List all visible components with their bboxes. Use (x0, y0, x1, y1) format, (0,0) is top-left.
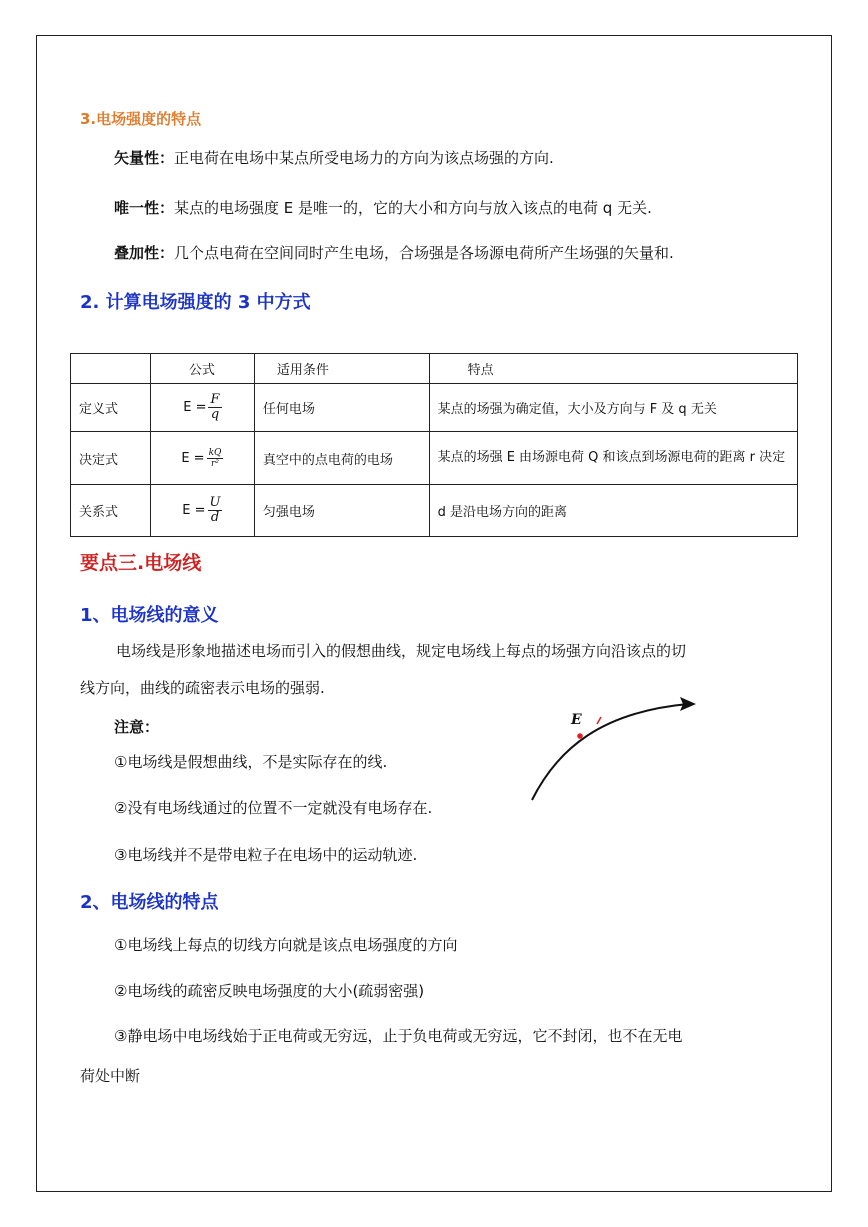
fraction-denominator: q (210, 407, 220, 422)
header-cell: 特点 (429, 354, 797, 384)
feature-label: 矢量性： (114, 149, 175, 167)
formula-fraction (208, 393, 221, 422)
row-name: 关系式 (71, 485, 151, 537)
feature-cell: d 是沿电场方向的距离 (429, 485, 797, 537)
subheading-meaning: 1、电场线的意义 (80, 605, 219, 626)
feature-superposition (114, 244, 674, 262)
meaning-line-2: 线方向，曲线的疏密表示电场的强弱. (80, 679, 325, 697)
table-row (71, 432, 798, 485)
feature-label: 叠加性： (114, 244, 175, 262)
section-heading-field-lines: 要点三.电场线 (80, 552, 202, 574)
tangent-marker (597, 717, 601, 724)
field-point-marker (577, 733, 583, 739)
note-item: ③电场线并不是带电粒子在电场中的运动轨迹. (114, 846, 418, 864)
field-line-curve (532, 704, 688, 800)
meaning-line-1: 电场线是形象地描述电场而引入的假想曲线，规定电场线上每点的场强方向沿该点的切 (116, 642, 687, 660)
note-item: ②没有电场线通过的位置不一定就没有电场存在. (114, 799, 433, 817)
fraction-denominator: r² (211, 458, 219, 469)
header-cell (71, 354, 151, 384)
feature-item: ①电场线上每点的切线方向就是该点电场强度的方向 (114, 936, 458, 954)
formula-lhs: E = (182, 503, 206, 518)
condition-cell: 真空中的点电荷的电场 (254, 432, 429, 485)
formula-fraction (208, 496, 223, 525)
formula-cell (150, 485, 254, 537)
feature-item-3-line-1: ③静电场中电场线始于正电荷或无穷远，止于负电荷或无穷远，它不封闭，也不在无电 (114, 1027, 683, 1045)
calc-table (70, 353, 798, 537)
note-label: 注意： (114, 718, 160, 736)
feature-item-3-line-2: 荷处中断 (80, 1067, 141, 1085)
formula-fraction (207, 448, 224, 469)
fraction-numerator: kQ (208, 447, 222, 458)
formula-cell (150, 384, 254, 432)
formula-lhs: E = (183, 400, 207, 415)
subheading-features: 2、电场线的特点 (80, 892, 219, 913)
feature-text: 某点的电场强度 E 是唯一的，它的大小和方向与放入该点的电荷 q 无关. (174, 199, 652, 217)
fraction-numerator: U (209, 495, 221, 510)
row-name: 决定式 (71, 432, 151, 485)
table-row (71, 485, 798, 537)
fraction-numerator: F (210, 392, 220, 407)
field-line-figure (520, 692, 710, 808)
row-name: 定义式 (71, 384, 151, 432)
feature-cell: 某点的场强 E 由场源电荷 Q 和该点到场源电荷的距离 r 决定 (429, 432, 797, 485)
fraction-denominator: d (210, 510, 220, 525)
feature-uniqueness (114, 199, 652, 217)
header-cell: 适用条件 (254, 354, 429, 384)
feature-cell: 某点的场强为确定值，大小及方向与 F 及 q 无关 (429, 384, 797, 432)
formula-lhs: E = (181, 450, 205, 466)
table-row (71, 384, 798, 432)
condition-cell: 任何电场 (254, 384, 429, 432)
feature-vector (114, 149, 554, 167)
formula-cell (150, 432, 254, 485)
feature-item: ②电场线的疏密反映电场强度的大小(疏弱密强) (114, 982, 425, 1000)
figure-label-E: E (571, 712, 582, 728)
feature-label: 唯一性： (114, 199, 175, 217)
feature-text: 正电荷在电场中某点所受电场力的方向为该点场强的方向. (174, 149, 554, 167)
note-item: ①电场线是假想曲线，不是实际存在的线. (114, 753, 388, 771)
section-heading-features: 3.电场强度的特点 (80, 110, 202, 128)
table-header-row (71, 354, 798, 384)
feature-text: 几个点电荷在空间同时产生电场，合场强是各场源电荷所产生场强的矢量和. (174, 244, 674, 262)
header-cell: 公式 (150, 354, 254, 384)
section-heading-calc: 2. 计算电场强度的 3 中方式 (80, 292, 311, 313)
condition-cell: 匀强电场 (254, 485, 429, 537)
